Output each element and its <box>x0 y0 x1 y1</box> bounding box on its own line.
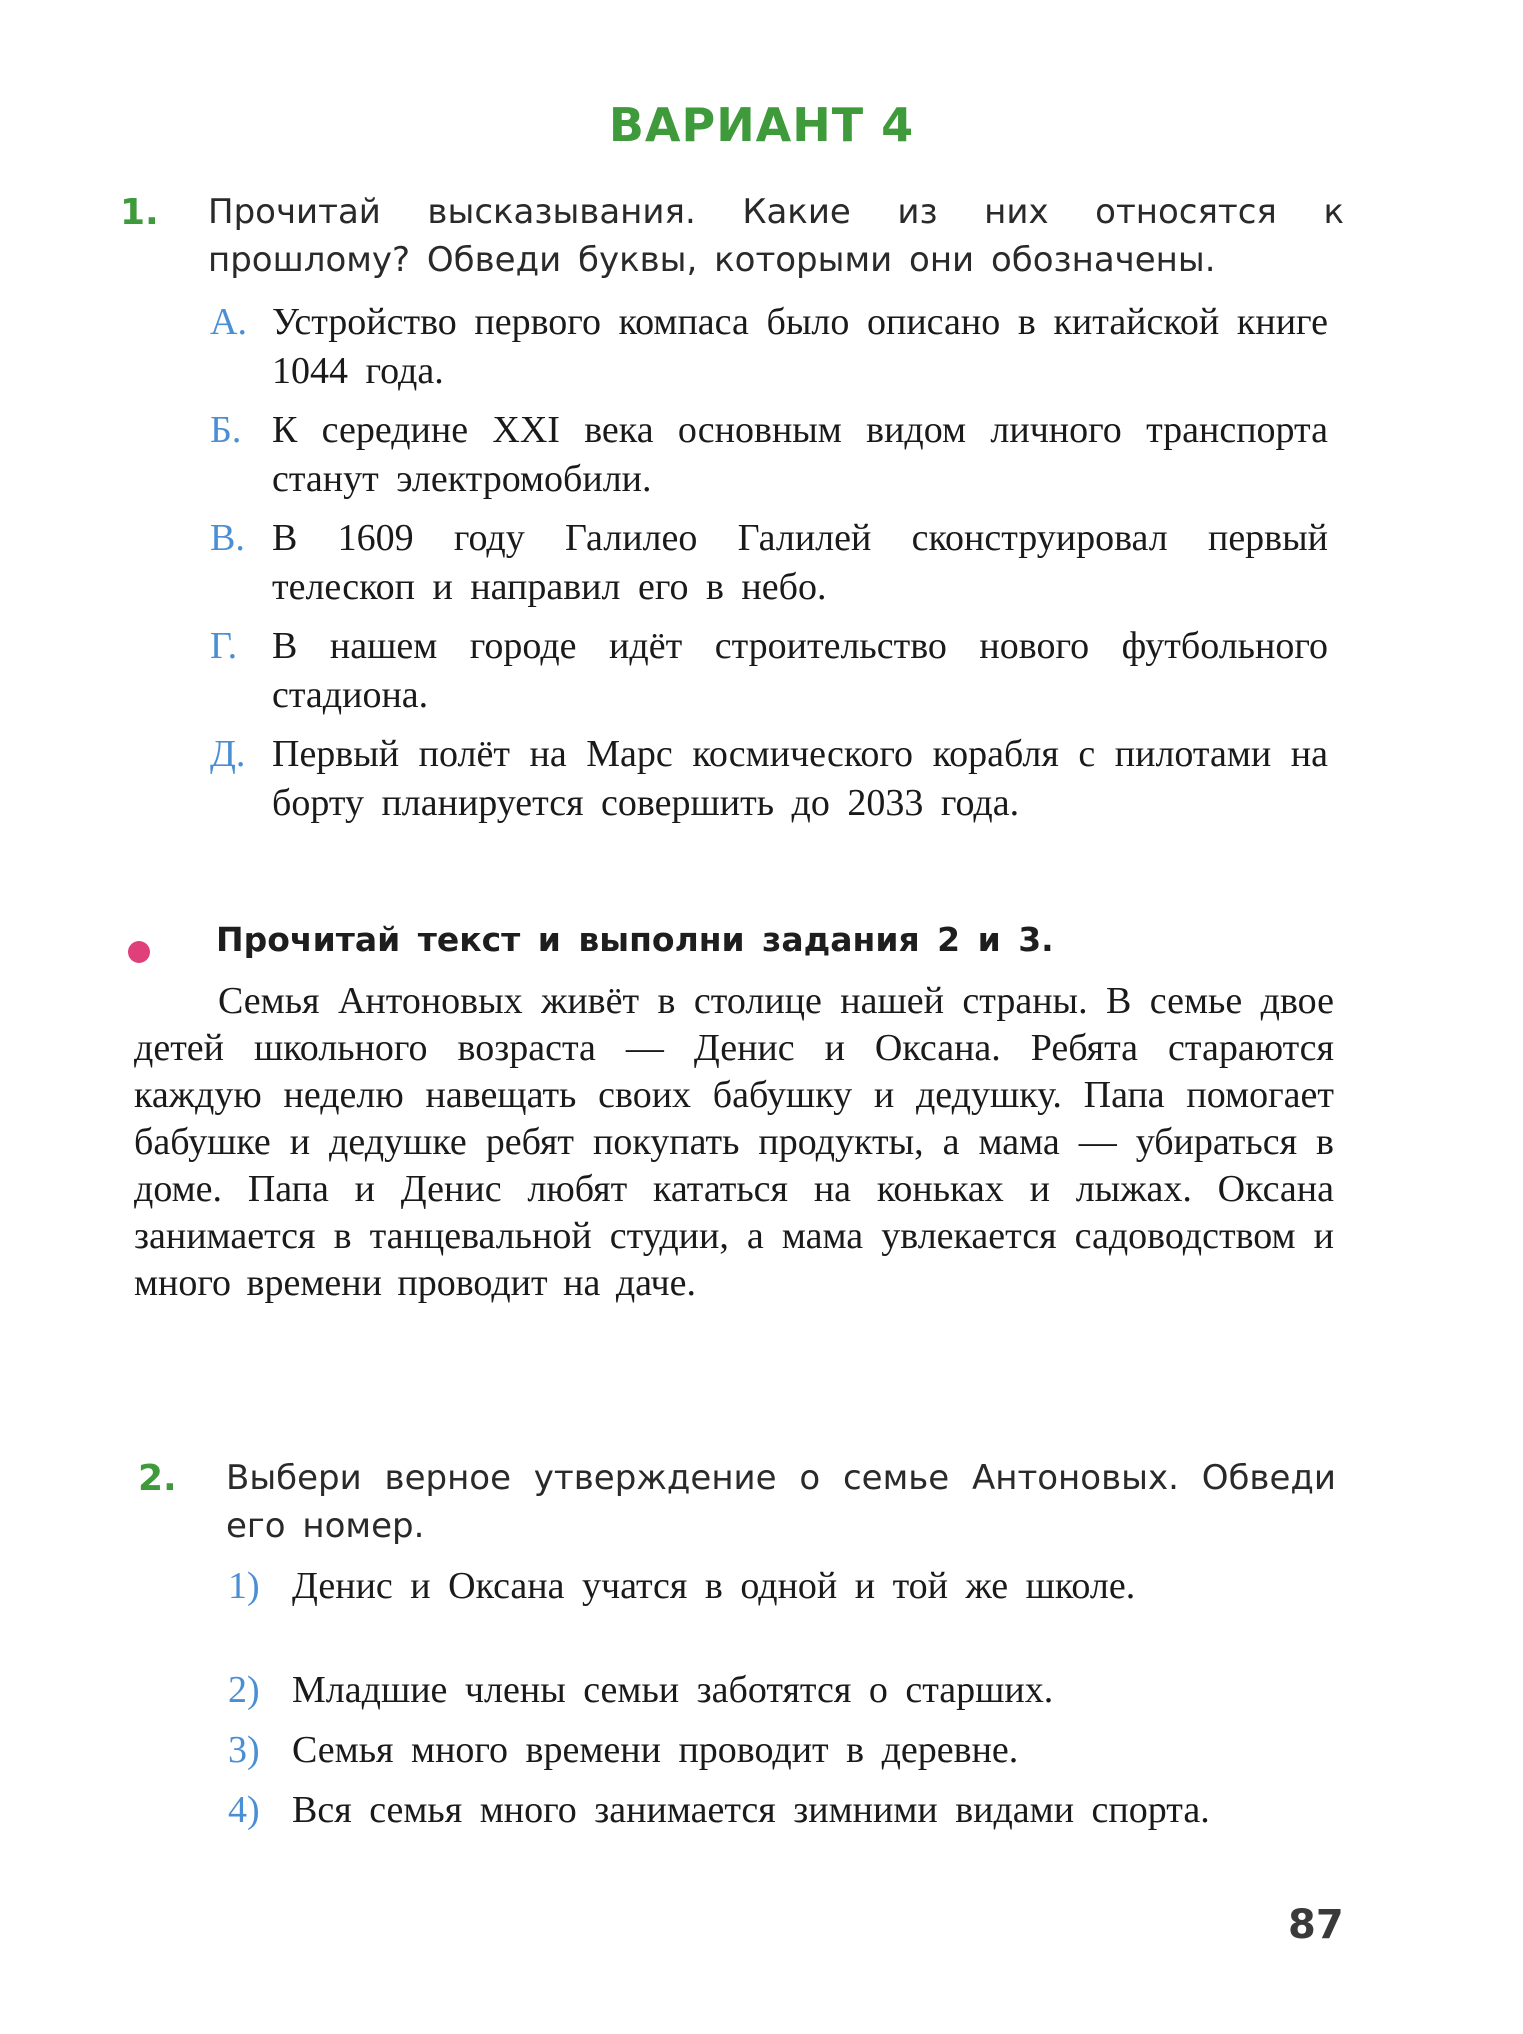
option-text-1: Денис и Оксана учатся в одной и той же школе. <box>292 1565 1136 1607</box>
page-number: 87 <box>1288 1902 1344 1948</box>
option-number-2: 2) <box>228 1669 260 1711</box>
option-text-4: Вся семья много занимается зимними видами спорта. <box>292 1789 1210 1831</box>
option-text-a: Устройство первого компаса было описано в китайской книге 1044 года. <box>272 301 1328 392</box>
page-title: ВАРИАНТ 4 <box>608 98 915 152</box>
option-letter-g: Г. <box>210 625 238 667</box>
option-text-2: Младшие члены семьи заботятся о старших. <box>292 1669 1054 1711</box>
option-letter-d: Д. <box>210 733 246 775</box>
task-1-number: 1. <box>120 192 159 233</box>
option-number-4: 4) <box>228 1789 260 1831</box>
task-2-text: Выбери верное утверждение о семье Антоновых. Обведи его номер. <box>226 1458 1336 1546</box>
option-text-b: К середине XXI века основным видом личного транспорта станут электромобили. <box>272 409 1328 500</box>
reading-passage: Семья Антоновых живёт в столице нашей страны. В семье двое детей школьного возраста — Денис и Оксана. Ребята стараются каждую неделю навещать своих бабушку и дедушку. Папа помогает бабушке и дедушке ребят покупать продукты, а мама — убираться в доме. Папа и Денис любят кататься на коньках и лыжах. Оксана занимается в танцевальной студии, а мама увлекается садоводством и много времени проводит на даче. <box>134 980 1334 1304</box>
option-text-v: В 1609 году Галилео Галилей сконструировал первый телескоп и направил его в небо. <box>272 517 1328 608</box>
option-number-1: 1) <box>228 1565 260 1607</box>
option-letter-v: В. <box>210 517 245 559</box>
option-letter-b: Б. <box>210 409 242 451</box>
task-1-text: Прочитай высказывания. Какие из них относятся к прошлому? Обведи буквы, которыми они обозначены. <box>208 192 1344 280</box>
option-number-3: 3) <box>228 1729 260 1771</box>
option-letter-a: А. <box>210 301 247 343</box>
task-2 <box>138 1456 1358 1576</box>
task-2-number: 2. <box>138 1458 177 1499</box>
bullet-icon <box>128 941 150 963</box>
option-text-d: Первый полёт на Марс космического корабля с пилотами на борту планируется совершить до 2033 года. <box>272 733 1328 824</box>
reading-instruction: Прочитай текст и выполни задания 2 и 3. <box>216 920 1054 959</box>
option-text-3: Семья много времени проводит в деревне. <box>292 1729 1019 1771</box>
option-text-g: В нашем городе идёт строительство нового футбольного стадиона. <box>272 625 1328 716</box>
